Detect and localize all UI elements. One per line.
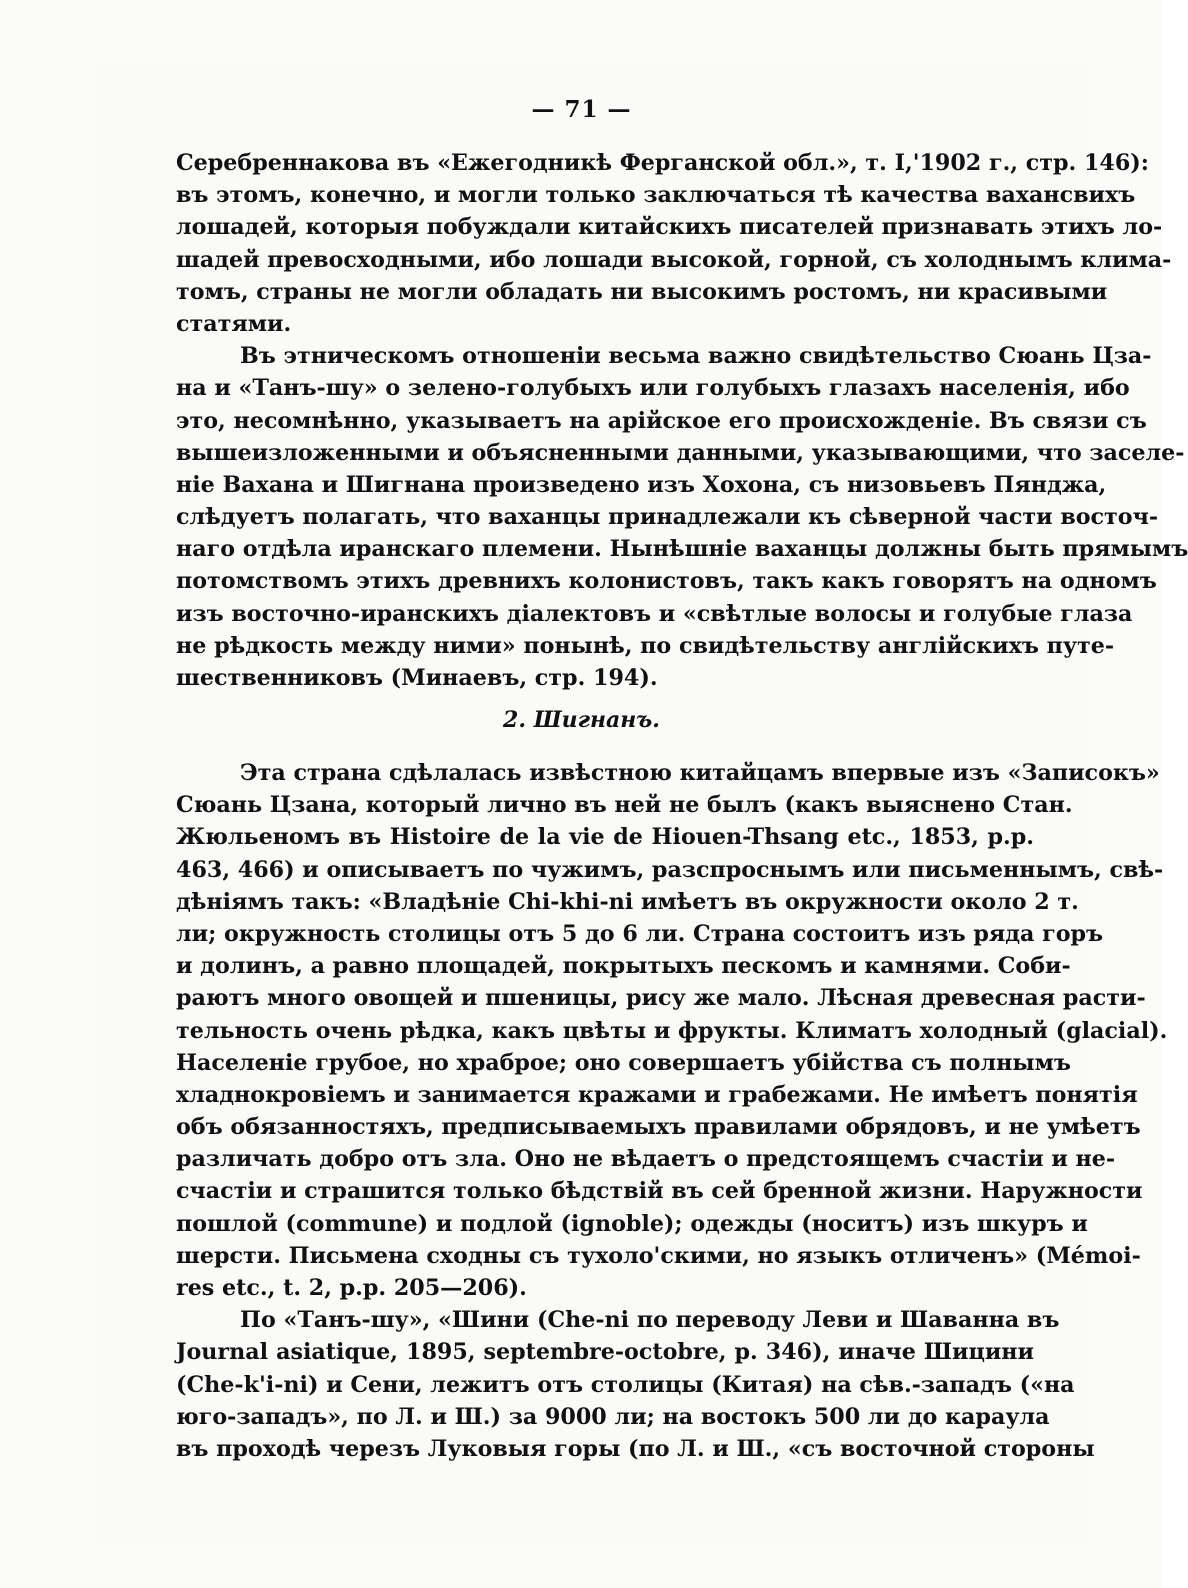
text-line: различать добро отъ зла. Оно не вѣдаетъ о предстоящемъ счастіи и не- [176,1146,1116,1173]
text-line: 463, 466) и описываетъ по чужимъ, разспроснымъ или письменнымъ, свѣ- [176,856,1164,883]
text-line: Населеніе грубое, но храброе; оно совершаетъ убійства съ полнымъ [176,1049,1071,1076]
text-line: томъ, страны не могли обладать ни высокимъ ростомъ, ни красивыми [176,278,1108,305]
text-line: слѣдуетъ полагать, что ваханцы принадлежали къ сѣверной части восточ- [176,504,1159,531]
text-block-upper [176,147,1188,694]
text-line: (Che-k'i-ni) и Сени, лежитъ отъ столицы (Китая) на сѣв.-западъ («на [176,1371,1075,1398]
text-line: статями. [176,310,292,337]
text-line: вышеизложенными и объясненными данными, указывающими, что заселе- [176,439,1185,466]
text-line: Серебреннакова въ «Ежегодникѣ Ферганской обл.», т. I,'1902 г., стр. 146): [176,150,1149,176]
text-line: тельность очень рѣдка, какъ цвѣты и фрукты. Климатъ холодный (glacial). [176,1017,1168,1044]
page-number: — 71 — [531,96,632,123]
text-line: пошлой (commune) и подлой (ignoble); одежды (носитъ) изъ шкуръ и [176,1210,1088,1237]
text-line: не рѣдкость между ними» понынѣ, по свидѣтельству англійскихъ путе- [176,632,1115,659]
section-title: Шигнанъ. [533,707,660,733]
text-block-lower [176,757,1168,1465]
text-line: и долинъ, а равно площадей, покрытыхъ пескомъ и камнями. Соби- [176,953,1071,980]
paragraph-3 [176,757,1168,1304]
text-line: въ проходѣ черезъ Луковыя горы (по Л. и Ш., «съ восточной стороны [176,1435,1095,1462]
text-line: шерсти. Письмена сходны съ тухоло'скими, но языкъ отличенъ» (Mémoi- [176,1242,1141,1269]
text-line: наго отдѣла иранскаго племени. Нынѣшніе ваханцы должны быть прямымъ [176,536,1188,563]
text-line: изъ восточно-иранскихъ діалектовъ и «свѣтлые волосы и голубые глаза [176,600,1133,627]
text-line: ли; окружность столицы отъ 5 до 6 ли. Страна состоитъ изъ ряда горъ [176,920,1104,947]
paragraph-4 [176,1304,1095,1465]
text-line: ніе Вахана и Шигнана произведено изъ Хохона, съ низовьевъ Пянджа, [176,471,1107,498]
paragraph-1 [176,147,1172,340]
section-number: 2. [503,707,527,733]
text-line: шадей превосходными, ибо лошади высокой, горной, съ холоднымъ клима- [176,246,1172,273]
text-line: лошадей, которыя побуждали китайскихъ писателей признавать этихъ ло- [176,214,1163,241]
text-line: Въ этническомъ отношенiи весьма важно свидѣтельство Сюань Цза- [240,343,1152,370]
paragraph-2 [176,340,1188,694]
text-line: на и «Танъ-шу» о зелено-голубыхъ или голубыхъ глазахъ населенія, ибо [176,375,1130,402]
text-line: юго-западъ», по Л. и Ш.) за 9000 ли; на востокъ 500 ли до караула [176,1403,1050,1430]
text-line: Сюань Цзана, который лично въ ней не былъ (какъ выяснено Стан. [176,792,1073,819]
text-line: Эта страна сдѣлалась извѣстною китайцамъ впервые изъ «Записокъ» [240,760,1160,786]
section-heading [0,707,1163,733]
text-line: Жюльеномъ въ Histoire de la vie de Hiouen-Thsang etc., 1853, p.p. [176,824,1034,851]
text-line: потомствомъ этихъ древнихъ колонистовъ, такъ какъ говорятъ на одномъ [176,568,1157,595]
text-line: Journal asiatique, 1895, septembre-octobre, p. 346), иначе Шицини [176,1339,1034,1366]
text-line: По «Танъ-шу», «Шини (Che-ni по переводу Леви и Шаванна въ [240,1307,1060,1334]
text-line: дѣніямъ такъ: «Владѣніе Chi-khi-ni имѣетъ въ окружности около 2 т. [176,888,1079,915]
text-line: объ обязанностяхъ, предписываемыхъ правилами обрядовъ, и не умѣетъ [176,1114,1141,1141]
text-line: въ этомъ, конечно, и могли только заключаться тѣ качества вахансвихъ [176,182,1136,209]
text-line: res etc., t. 2, p.p. 205—206). [176,1275,527,1301]
text-line: шественниковъ (Минаевъ, стр. 194). [176,665,658,691]
text-line: это, несомнѣнно, указываетъ на арійское его происхожденіе. Въ связи съ [176,407,1147,434]
text-line: хладнокровіемъ и занимается кражами и грабежами. Не имѣетъ понятія [176,1081,1138,1108]
text-line: раютъ много овощей и пшеницы, рису же мало. Лѣсная древесная расти- [176,985,1146,1012]
text-line: счастіи и страшится только бѣдствій въ сей бренной жизни. Наружности [176,1178,1143,1205]
